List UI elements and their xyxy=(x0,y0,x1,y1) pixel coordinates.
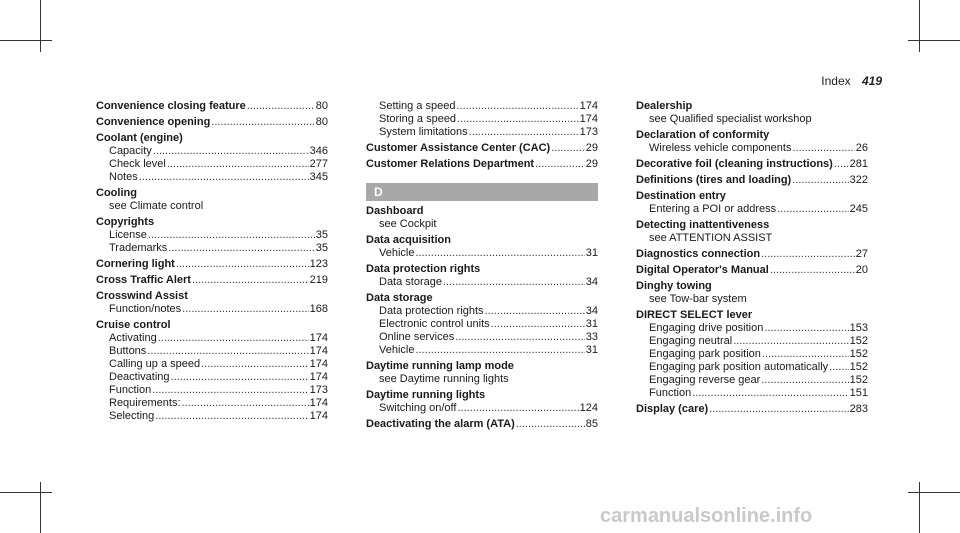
subentry-label: Engaging park position xyxy=(649,348,761,360)
index-heading: Decorative foil (cleaning instructions) xyxy=(636,158,833,170)
index-subentry[interactable] xyxy=(96,145,328,158)
index-heading: DIRECT SELECT lever xyxy=(636,309,753,321)
section-letter: D xyxy=(366,183,598,201)
index-subentry[interactable] xyxy=(366,318,598,331)
page-ref: 26 xyxy=(855,142,868,154)
crop-mark xyxy=(40,482,41,533)
crop-mark xyxy=(908,40,960,41)
leader-dots xyxy=(201,358,309,371)
index-subentry[interactable] xyxy=(96,410,328,423)
index-subentry[interactable] xyxy=(636,203,868,216)
page-ref: 168 xyxy=(309,303,328,315)
index-subentry[interactable] xyxy=(96,345,328,358)
index-heading-row[interactable] xyxy=(636,248,868,261)
index-subentry[interactable] xyxy=(96,171,328,184)
index-entry xyxy=(636,264,868,277)
index-heading: Diagnostics connection xyxy=(636,248,761,260)
index-heading-row[interactable] xyxy=(96,319,328,332)
leader-dots xyxy=(457,113,579,126)
crop-mark xyxy=(908,492,960,493)
index-heading: Crosswind Assist xyxy=(96,290,188,302)
index-entry xyxy=(636,190,868,216)
leader-dots xyxy=(535,158,585,171)
index-entry xyxy=(366,158,598,171)
leader-dots xyxy=(792,142,854,155)
subentry-label: Vehicle xyxy=(379,344,415,356)
see-reference[interactable] xyxy=(366,218,598,231)
page-ref: 151 xyxy=(849,387,868,399)
index-heading: Display (care) xyxy=(636,403,709,415)
index-heading-row[interactable] xyxy=(366,263,598,276)
page-ref: 152 xyxy=(849,335,868,347)
page-ref: 174 xyxy=(309,358,328,370)
index-heading-row[interactable] xyxy=(96,290,328,303)
index-heading-row[interactable] xyxy=(636,158,868,171)
index-heading-row[interactable] xyxy=(366,234,598,247)
index-heading: Deactivating the alarm (ATA) xyxy=(366,418,515,430)
index-entry xyxy=(366,360,598,386)
index-heading: Definitions (tires and loading) xyxy=(636,174,792,186)
index-subentry[interactable] xyxy=(96,158,328,171)
page-ref: 277 xyxy=(309,158,328,170)
page-ref: 35 xyxy=(315,229,328,241)
leader-dots xyxy=(167,158,309,171)
index-subentry[interactable] xyxy=(96,303,328,316)
index-heading-row[interactable] xyxy=(636,174,868,187)
index-heading-row[interactable] xyxy=(96,274,328,287)
index-heading-row[interactable] xyxy=(366,418,598,431)
index-subentry[interactable] xyxy=(96,358,328,371)
leader-dots xyxy=(415,344,584,357)
leader-dots xyxy=(733,335,848,348)
index-entry xyxy=(636,219,868,245)
index-entry xyxy=(636,129,868,155)
index-subentry[interactable] xyxy=(366,113,598,126)
leader-dots xyxy=(171,371,309,384)
index-subentry[interactable] xyxy=(96,332,328,345)
index-heading: Customer Assistance Center (CAC) xyxy=(366,142,551,154)
index-heading-row[interactable] xyxy=(366,292,598,305)
page-ref: 174 xyxy=(579,100,598,112)
index-entry xyxy=(636,309,868,400)
leader-dots xyxy=(155,410,308,423)
page-ref: 153 xyxy=(849,322,868,334)
page-ref: 33 xyxy=(585,331,598,343)
page-ref: 174 xyxy=(579,113,598,125)
page-ref: 34 xyxy=(585,305,598,317)
index-heading-row[interactable] xyxy=(96,100,328,113)
index-subentry[interactable] xyxy=(366,331,598,344)
index-heading: Convenience closing feature xyxy=(96,100,246,112)
leader-dots xyxy=(182,303,308,316)
leader-dots xyxy=(709,403,848,416)
page-ref: 174 xyxy=(309,397,328,409)
leader-dots xyxy=(211,116,314,129)
see-reference[interactable] xyxy=(636,113,868,126)
index-heading: Cruise control xyxy=(96,319,171,331)
index-subentry[interactable] xyxy=(636,374,868,387)
leader-dots xyxy=(147,345,308,358)
subentry-label: Engaging drive position xyxy=(649,322,764,334)
subentry-label: Capacity xyxy=(109,145,152,157)
index-heading: Cross Traffic Alert xyxy=(96,274,191,286)
page-ref: 35 xyxy=(315,242,328,254)
index-entry xyxy=(96,290,328,316)
index-subentry[interactable] xyxy=(96,384,328,397)
subentry-label: Check level xyxy=(109,158,166,170)
leader-dots xyxy=(192,274,309,287)
index-subentry[interactable] xyxy=(366,247,598,260)
index-entry xyxy=(366,418,598,431)
index-column-3 xyxy=(636,100,868,419)
leader-dots xyxy=(551,142,585,155)
index-heading-row[interactable] xyxy=(96,258,328,271)
index-subentry[interactable] xyxy=(96,242,328,255)
subentry-label: Selecting xyxy=(109,410,155,422)
page-number: 419 xyxy=(861,74,882,88)
index-heading: Declaration of conformity xyxy=(636,129,770,141)
subentry-label: Function xyxy=(109,384,152,396)
subentry-label: Notes xyxy=(109,171,138,183)
index-subentry[interactable] xyxy=(636,335,868,348)
page-ref: 219 xyxy=(309,274,328,286)
index-subentry[interactable] xyxy=(96,229,328,242)
index-heading: Destination entry xyxy=(636,190,726,202)
index-heading: Cornering light xyxy=(96,258,175,270)
page-ref: 31 xyxy=(585,318,598,330)
index-heading-row[interactable] xyxy=(96,216,328,229)
index-subentry[interactable] xyxy=(96,397,328,410)
index-heading: Coolant (engine) xyxy=(96,132,183,144)
page-ref: 346 xyxy=(309,145,328,157)
leader-dots xyxy=(792,174,848,187)
see-reference-text: see ATTENTION ASSIST xyxy=(649,232,773,244)
index-entry xyxy=(96,216,328,255)
index-heading-row[interactable] xyxy=(96,132,328,145)
index-heading-row[interactable] xyxy=(366,158,598,171)
subentry-label: Switching on/off xyxy=(379,402,457,414)
index-entry xyxy=(96,132,328,184)
subentry-label: Data protection rights xyxy=(379,305,484,317)
index-entry xyxy=(96,319,328,423)
subentry-label: Online services xyxy=(379,331,455,343)
index-heading: Detecting inattentiveness xyxy=(636,219,770,231)
page-ref: 345 xyxy=(309,171,328,183)
page-ref: 174 xyxy=(309,371,328,383)
crop-mark xyxy=(40,0,41,52)
subentry-label: Data storage xyxy=(379,276,442,288)
index-subentry[interactable] xyxy=(366,276,598,289)
subentry-label: Deactivating xyxy=(109,371,170,383)
index-entry xyxy=(366,100,598,139)
index-heading: Daytime running lamp mode xyxy=(366,360,514,372)
leader-dots xyxy=(139,171,309,184)
leader-dots xyxy=(247,100,315,113)
subentry-label: Vehicle xyxy=(379,247,415,259)
page-ref: 20 xyxy=(855,264,868,276)
index-entry xyxy=(96,100,328,113)
see-reference-text: see Tow-bar system xyxy=(649,293,747,305)
subentry-label: Engaging reverse gear xyxy=(649,374,761,386)
page-ref: 29 xyxy=(585,158,598,170)
see-reference-text: see Daytime running lights xyxy=(379,373,509,385)
index-entry xyxy=(96,258,328,271)
page-ref: 34 xyxy=(585,276,598,288)
leader-dots xyxy=(761,374,848,387)
index-entry xyxy=(636,280,868,306)
leader-dots xyxy=(761,248,855,261)
leader-dots xyxy=(456,100,578,113)
header-label: Index xyxy=(821,74,851,88)
leader-dots xyxy=(148,229,315,242)
index-heading: Convenience opening xyxy=(96,116,211,128)
crop-mark xyxy=(0,40,52,41)
index-column-1 xyxy=(96,100,328,426)
leader-dots xyxy=(764,322,848,335)
page-ref: 152 xyxy=(849,348,868,360)
subentry-label: License xyxy=(109,229,147,241)
page-ref: 152 xyxy=(849,361,868,373)
leader-dots xyxy=(491,318,585,331)
leader-dots xyxy=(516,418,585,431)
subentry-label: Function/notes xyxy=(109,303,182,315)
page-ref: 31 xyxy=(585,247,598,259)
page-ref: 283 xyxy=(849,403,868,415)
page-ref: 80 xyxy=(315,100,328,112)
leader-dots xyxy=(692,387,848,400)
subentry-label: Engaging neutral xyxy=(649,335,733,347)
page-ref: 27 xyxy=(855,248,868,260)
index-heading: Data storage xyxy=(366,292,433,304)
page-ref: 80 xyxy=(315,116,328,128)
index-heading-row[interactable] xyxy=(636,100,868,113)
index-subentry[interactable] xyxy=(366,100,598,113)
leader-dots xyxy=(777,203,848,216)
index-entry xyxy=(96,187,328,213)
subentry-label: Engaging park position automatically xyxy=(649,361,829,373)
index-subentry[interactable] xyxy=(636,348,868,361)
page-ref: 174 xyxy=(309,410,328,422)
leader-dots xyxy=(485,305,585,318)
watermark: carmanualsonline.info xyxy=(600,505,813,527)
index-entry xyxy=(366,292,598,357)
leader-dots xyxy=(457,402,578,415)
index-entry xyxy=(636,158,868,171)
index-entry xyxy=(96,274,328,287)
page-ref: 85 xyxy=(585,418,598,430)
leader-dots xyxy=(158,332,309,345)
index-heading-row[interactable] xyxy=(96,187,328,200)
page-ref: 174 xyxy=(309,345,328,357)
leader-dots xyxy=(770,264,855,277)
index-entry xyxy=(366,142,598,155)
crop-mark xyxy=(919,0,920,52)
index-heading: Data protection rights xyxy=(366,263,481,275)
subentry-label: Entering a POI or address xyxy=(649,203,777,215)
subentry-label: System limitations xyxy=(379,126,468,138)
page-ref: 174 xyxy=(309,332,328,344)
index-heading-row[interactable] xyxy=(636,219,868,232)
index-subentry[interactable] xyxy=(636,387,868,400)
page-ref: 281 xyxy=(849,158,868,170)
leader-dots xyxy=(168,242,314,255)
index-entry xyxy=(366,389,598,415)
index-heading-row[interactable] xyxy=(636,190,868,203)
leader-dots xyxy=(829,361,848,374)
index-heading-row[interactable] xyxy=(366,205,598,218)
leader-dots xyxy=(152,384,308,397)
see-reference-text: see Cockpit xyxy=(379,218,437,230)
index-subentry[interactable] xyxy=(636,361,868,374)
page-ref: 245 xyxy=(849,203,868,215)
index-heading: Daytime running lights xyxy=(366,389,486,401)
index-heading-row[interactable] xyxy=(636,264,868,277)
subentry-label: Buttons xyxy=(109,345,147,357)
subentry-label: Calling up a speed xyxy=(109,358,201,370)
page-ref: 322 xyxy=(849,174,868,186)
crop-mark xyxy=(919,482,920,533)
index-entry xyxy=(636,403,868,416)
index-heading: Dealership xyxy=(636,100,693,112)
index-subentry[interactable] xyxy=(636,322,868,335)
page-header xyxy=(821,74,882,88)
page-ref: 31 xyxy=(585,344,598,356)
index-heading: Cooling xyxy=(96,187,137,199)
leader-dots xyxy=(455,331,585,344)
index-subentry[interactable] xyxy=(96,371,328,384)
leader-dots xyxy=(415,247,584,260)
subentry-label: Electronic control units xyxy=(379,318,490,330)
index-heading-row[interactable] xyxy=(636,129,868,142)
index-heading-row[interactable] xyxy=(96,116,328,129)
index-heading-row[interactable] xyxy=(636,309,868,322)
index-heading-row[interactable] xyxy=(366,360,598,373)
page-ref: 124 xyxy=(579,402,598,414)
see-reference[interactable] xyxy=(366,373,598,386)
index-heading: Dashboard xyxy=(366,205,424,217)
page-ref: 123 xyxy=(309,258,328,270)
subentry-label: Setting a speed xyxy=(379,100,456,112)
page-ref: 173 xyxy=(309,384,328,396)
index-subentry[interactable] xyxy=(366,344,598,357)
index-subentry[interactable] xyxy=(366,126,598,139)
page-ref: 29 xyxy=(585,142,598,154)
subentry-label: Requirements: xyxy=(109,397,181,409)
page-ref: 173 xyxy=(579,126,598,138)
subentry-label: Wireless vehicle components xyxy=(649,142,792,154)
index-entry xyxy=(636,174,868,187)
index-entry xyxy=(636,248,868,261)
index-heading-row[interactable] xyxy=(366,142,598,155)
see-reference[interactable] xyxy=(636,293,868,306)
index-heading: Dinghy towing xyxy=(636,280,712,292)
index-entry xyxy=(636,100,868,126)
index-heading-row[interactable] xyxy=(366,389,598,402)
crop-mark xyxy=(0,492,52,493)
index-entry xyxy=(366,205,598,231)
index-heading-row[interactable] xyxy=(636,403,868,416)
subentry-label: Activating xyxy=(109,332,157,344)
index-column-2 xyxy=(366,100,598,434)
index-heading: Copyrights xyxy=(96,216,155,228)
leader-dots xyxy=(762,348,849,361)
leader-dots xyxy=(182,397,309,410)
index-entry xyxy=(366,263,598,289)
index-subentry[interactable] xyxy=(366,305,598,318)
subentry-label: Trademarks xyxy=(109,242,168,254)
index-subentry[interactable] xyxy=(366,402,598,415)
leader-dots xyxy=(176,258,309,271)
see-reference-text: see Climate control xyxy=(109,200,204,212)
see-reference[interactable] xyxy=(96,200,328,213)
index-heading: Data acquisition xyxy=(366,234,451,246)
index-entry xyxy=(366,234,598,260)
index-heading: Customer Relations Department xyxy=(366,158,535,170)
leader-dots xyxy=(834,158,849,171)
leader-dots xyxy=(443,276,585,289)
see-reference[interactable] xyxy=(636,232,868,245)
leader-dots xyxy=(153,145,309,158)
leader-dots xyxy=(469,126,579,139)
index-subentry[interactable] xyxy=(636,142,868,155)
page-ref: 152 xyxy=(849,374,868,386)
index-entry xyxy=(96,116,328,129)
see-reference-text: see Qualified specialist workshop xyxy=(649,113,812,125)
subentry-label: Function xyxy=(649,387,692,399)
index-heading: Digital Operator's Manual xyxy=(636,264,769,276)
subentry-label: Storing a speed xyxy=(379,113,457,125)
index-heading-row[interactable] xyxy=(636,280,868,293)
